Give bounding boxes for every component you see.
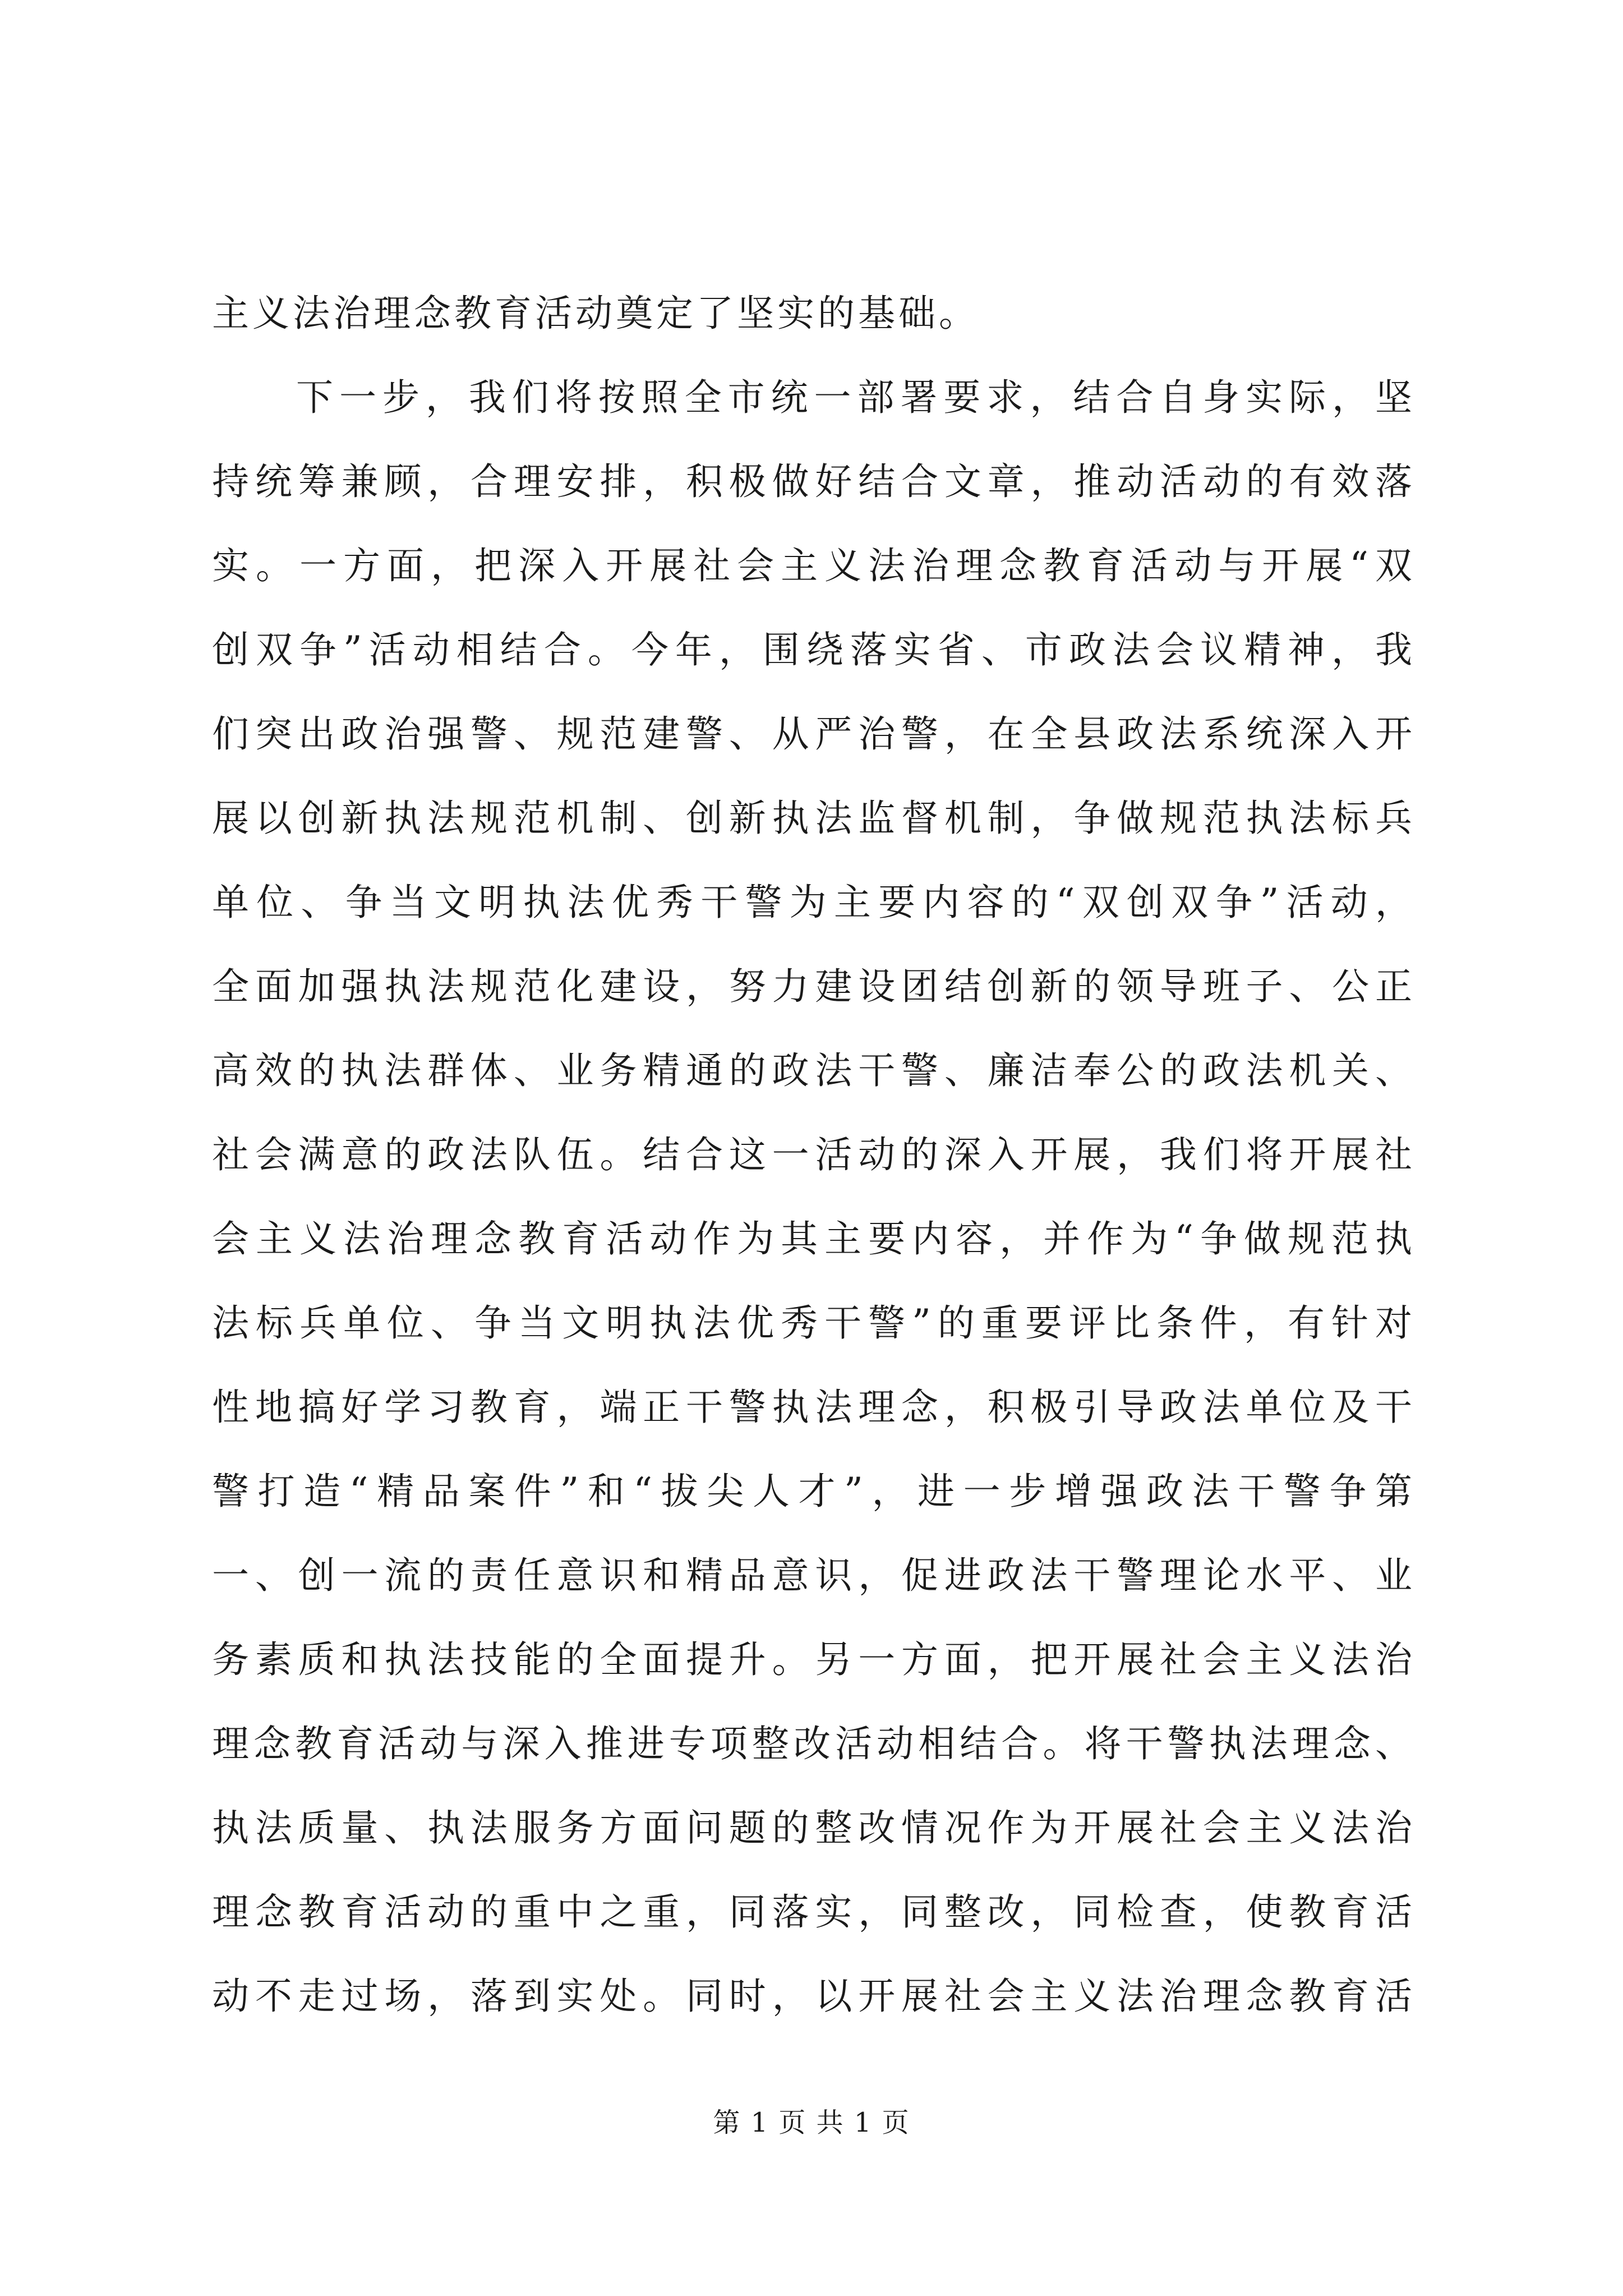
text-line: 会主义法治理念教育活动作为其主要内容，并作为“争做规范执 [212,1217,1412,1260]
text-line: 下一步，我们将按照全市统一部署要求，结合自身实际，坚 [296,376,1412,419]
text-line: 一、创一流的责任意识和精品意识，促进政法干警理论水平、业 [212,1554,1412,1597]
text-line: 理念教育活动的重中之重，同落实，同整改，同检查，使教育活 [212,1890,1412,1934]
text-line: 社会满意的政法队伍。结合这一活动的深入开展，我们将开展社 [212,1133,1412,1176]
text-line: 务素质和执法技能的全面提升。另一方面，把开展社会主义法治 [212,1638,1412,1681]
text-line: 们突出政治强警、规范建警、从严治警，在全县政法系统深入开 [212,712,1412,756]
text-line: 执法质量、执法服务方面问题的整改情况作为开展社会主义法治 [212,1806,1412,1849]
text-line: 持统筹兼顾，合理安排，积极做好结合文章，推动活动的有效落 [212,460,1412,503]
text-line: 展以创新执法规范机制、创新执法监督机制，争做规范执法标兵 [212,797,1412,840]
text-line: 理念教育活动与深入推进专项整改活动相结合。将干警执法理念、 [212,1722,1412,1765]
page-number-footer: 第 1 页 共 1 页 [713,2107,910,2138]
text-line: 法标兵单位、争当文明执法优秀干警”的重要评比条件，有针对 [212,1301,1412,1345]
text-line: 性地搞好学习教育，端正干警执法理念，积极引导政法单位及干 [212,1386,1412,1429]
text-line: 单位、争当文明执法优秀干警为主要内容的“双创双争”活动， [212,881,1412,924]
text-line: 创双争”活动相结合。今年，围绕落实省、市政法会议精神，我 [212,628,1412,671]
body-text [212,272,1412,2039]
text-line: 实。一方面，把深入开展社会主义法治理念教育活动与开展“双 [212,544,1412,587]
text-line: 高效的执法群体、业务精通的政法干警、廉洁奉公的政法机关、 [212,1049,1412,1092]
text-line: 警打造“精品案件”和“拔尖人才”，进一步增强政法干警争第 [212,1470,1412,1513]
text-line: 全面加强执法规范化建设，努力建设团结创新的领导班子、公正 [212,965,1412,1008]
text-line: 主义法治理念教育活动奠定了坚实的基础。 [212,292,979,335]
text-line: 动不走过场，落到实处。同时，以开展社会主义法治理念教育活 [212,1975,1412,2018]
